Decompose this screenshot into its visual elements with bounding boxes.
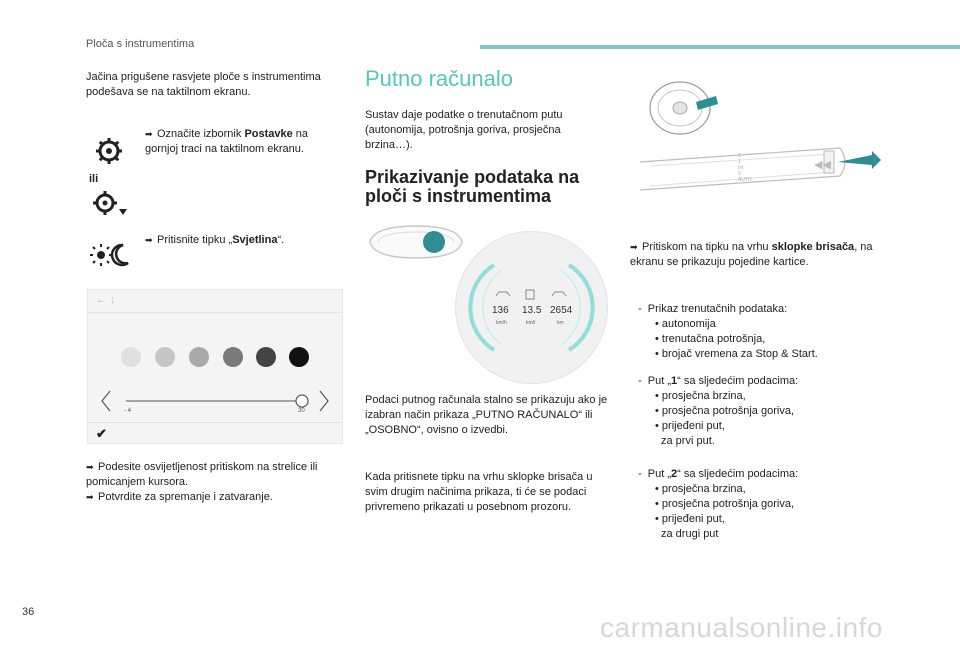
brightness-swatch-2[interactable]	[155, 347, 175, 367]
settings-gear-dropdown-icon	[92, 188, 128, 218]
back-arrow-icon: ← ↓	[96, 294, 116, 306]
page-title: Putno računalo	[365, 66, 513, 91]
settings-gear-icon	[94, 136, 124, 166]
wiper-button-instruction: ➡ Pritiskom na tipku na vrhu sklopke brisača, na ekranu se prikazuju pojedine kartice.	[630, 241, 873, 268]
watermark: carmanualsonline.info	[600, 612, 883, 643]
or-label: ili	[89, 173, 99, 185]
avg-speed-value: 136	[492, 305, 509, 316]
confirm-check-icon[interactable]: ✔	[96, 426, 107, 441]
tab-trip-2: - Put „2“ sa sljedećim podacima: • prosječna brzina, • prosječna potrošnja goriva, • prijeđeni put, za drugi put	[638, 467, 878, 542]
stalk-position-labels: 2 1 Int 0 AUTO	[738, 153, 752, 183]
trip-computer-intro: Sustav daje podatke o trenutačnom putu (autonomija, potrošnja goriva, prosječna brzina…).	[365, 109, 563, 151]
slider-right-arrow-icon	[320, 391, 328, 411]
brightness-swatch-4[interactable]	[223, 347, 243, 367]
arrow-bullet-icon: ➡	[630, 242, 638, 252]
wiper-stalk-illustration	[636, 78, 881, 210]
avg-speed-unit: km/h	[496, 320, 507, 326]
brightness-slider[interactable]	[98, 388, 332, 418]
brightness-swatch-5[interactable]	[256, 347, 276, 367]
step-adjust-brightness: ➡ Podesite osvijetljenost pritiskom na strelice ili pomicanjem kursora.	[86, 461, 318, 488]
svg-text:◀◀: ◀◀	[814, 159, 831, 171]
tab-current-data: - Prikaz trenutačnih podataka: • autonomija • trenutačna potrošnja, • brojač vremena za Stop & Start.	[638, 302, 878, 362]
trip-display-mode-text: Podaci putnog računala stalno se prikazuju ako je izabran način prikaza „PUTNO RAČUNALO“ ili „OSOBNO“, ovisno o izvedbi.	[365, 394, 608, 436]
slider-knob	[296, 395, 308, 407]
step-confirm: ➡ Potvrdite za spremanje i zatvaranje.	[86, 491, 273, 503]
brightness-intro: Jačina prigušene rasvjete ploče s instrumentima podešava se na taktilnom ekranu.	[86, 71, 321, 98]
distance-unit: km	[557, 320, 564, 326]
avg-consumption-unit: km/l	[526, 320, 536, 326]
page-number: 36	[22, 606, 35, 618]
arrow-bullet-icon: ➡	[86, 462, 94, 472]
slider-min-label: - 4	[124, 408, 132, 414]
avg-consumption-value: 13.5	[522, 305, 542, 316]
slider-max-label: 30	[298, 408, 305, 414]
arrow-bullet-icon: ➡	[86, 492, 94, 502]
distance-value: 2654	[550, 305, 573, 316]
brightness-swatch-6[interactable]	[289, 347, 309, 367]
brightness-swatch-3[interactable]	[189, 347, 209, 367]
section-title: Ploča s instrumentima	[86, 38, 195, 50]
step-press-brightness: ➡ Pritisnite tipku „Svjetlina“.	[145, 234, 285, 246]
section-heading: Prikazivanje podataka na ploči s instrumentima	[365, 167, 580, 206]
brightness-sun-moon-icon	[90, 241, 130, 269]
brightness-screen-illustration	[87, 289, 343, 444]
brightness-swatch-1[interactable]	[121, 347, 141, 367]
instrument-cluster-icon	[366, 222, 466, 262]
trip-window-text: Kada pritisnete tipku na vrhu sklopke brisača u svim drugim načinima prikaza, ti će se podaci privremeno prikazati u posebnom prozoru.	[365, 471, 593, 513]
header-accent-bar	[480, 45, 960, 49]
arrow-bullet-icon: ➡	[145, 235, 153, 245]
slider-left-arrow-icon	[102, 391, 110, 411]
step-select-settings: ➡ Označite izbornik Postavke na gornjoj traci na taktilnom ekranu.	[145, 128, 309, 155]
arrow-bullet-icon: ➡	[145, 129, 153, 139]
tab-trip-1: - Put „1“ sa sljedećim podacima: • prosječna brzina, • prosječna potrošnja goriva, • prijeđeni put, za prvi put.	[638, 374, 878, 449]
